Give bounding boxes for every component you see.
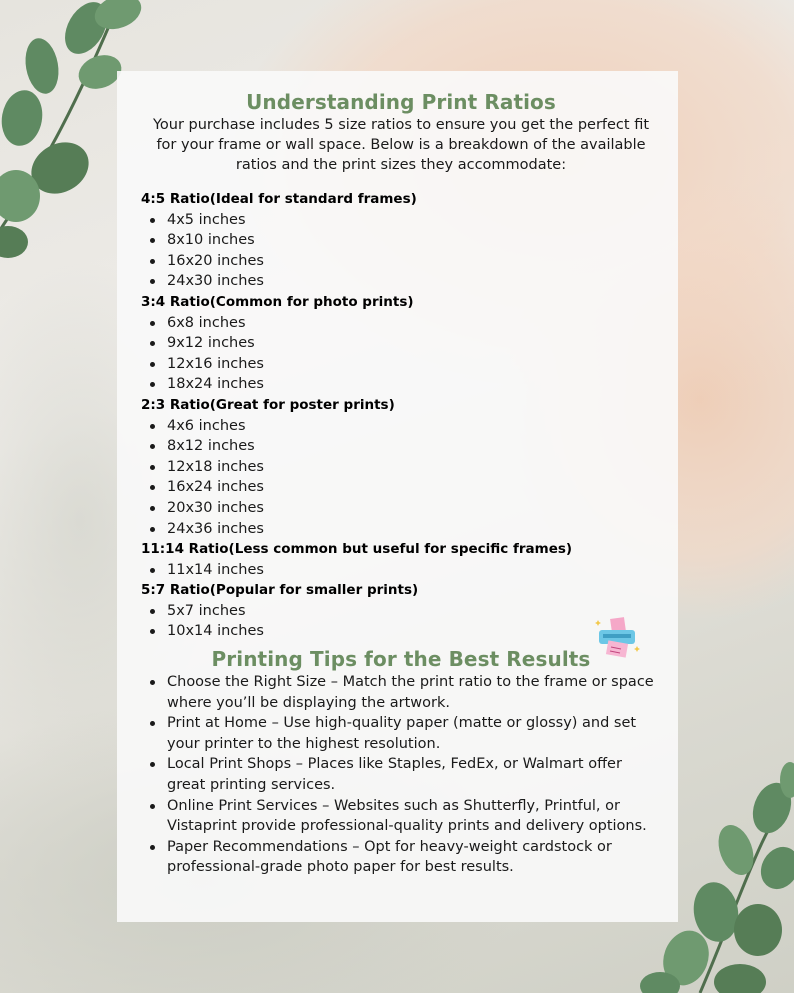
tip-item: Local Print Shops – Places like Staples, FedEx, or Walmart offer great printing services. <box>167 754 661 795</box>
size-list <box>141 313 661 395</box>
size-list <box>141 416 661 540</box>
ratio-section <box>141 539 661 580</box>
ratio-section <box>141 580 661 642</box>
ratio-name: 3:4 Ratio <box>141 293 210 310</box>
size-item: 24x36 inches <box>167 519 661 540</box>
ratio-name: 11:14 Ratio <box>141 541 229 558</box>
size-item: 9x12 inches <box>167 333 661 354</box>
size-item: 12x16 inches <box>167 354 661 375</box>
content-card <box>117 71 678 922</box>
ratio-section <box>141 292 661 395</box>
size-item: 4x6 inches <box>167 416 661 437</box>
size-list <box>141 560 661 581</box>
tip-item: Online Print Services – Websites such as Shutterfly, Printful, or Vistaprint provide professional-quality prints and delivery options. <box>167 796 661 837</box>
ratio-note: (Less common but useful for specific frames) <box>228 541 573 558</box>
size-item: 16x20 inches <box>167 251 661 272</box>
size-list <box>141 210 661 292</box>
ratio-note: (Ideal for standard frames) <box>209 191 417 207</box>
ratio-list <box>141 189 661 642</box>
ratio-section <box>141 189 661 292</box>
ratio-name: 4:5 Ratio <box>141 191 210 207</box>
tip-item: Choose the Right Size – Match the print ratio to the frame or space where you’ll be displaying the artwork. <box>167 672 661 713</box>
ratio-note: (Common for photo prints) <box>209 293 414 310</box>
tips-list <box>141 672 661 878</box>
size-item: 18x24 inches <box>167 374 661 395</box>
ratio-heading <box>141 292 661 313</box>
intro-text: Your purchase includes 5 size ratios to ensure you get the perfect fit for your frame or wall space. Below is a breakdown of the available ratios and the print sizes they accommodate: <box>152 117 650 173</box>
size-item: 8x12 inches <box>167 436 661 457</box>
size-item: 6x8 inches <box>167 313 661 334</box>
size-list <box>141 601 661 642</box>
ratio-heading <box>141 539 661 560</box>
size-item: 24x30 inches <box>167 271 661 292</box>
ratio-note: (Popular for smaller prints) <box>209 582 419 599</box>
ratio-name: 2:3 Ratio <box>141 396 210 413</box>
ratio-section <box>141 395 661 539</box>
size-item: 8x10 inches <box>167 230 661 251</box>
tip-item: Print at Home – Use high-quality paper (matte or glossy) and set your printer to the highest resolution. <box>167 713 661 754</box>
size-item: 11x14 inches <box>167 560 661 581</box>
size-item: 16x24 inches <box>167 477 661 498</box>
size-item: 10x14 inches <box>167 621 661 642</box>
size-item: 12x18 inches <box>167 457 661 478</box>
ratio-heading <box>141 580 661 601</box>
ratio-heading <box>141 395 661 416</box>
size-item: 20x30 inches <box>167 498 661 519</box>
ratio-name: 5:7 Ratio <box>141 582 210 599</box>
printer-icon <box>595 616 641 660</box>
ratio-note: (Great for poster prints) <box>209 396 395 413</box>
page-title: Understanding Print Ratios <box>246 90 556 114</box>
tips-heading-row <box>141 646 661 672</box>
tips-title: Printing Tips for the Best Results <box>211 647 591 672</box>
size-item: 5x7 inches <box>167 601 661 622</box>
card-content <box>141 89 661 878</box>
tip-item: Paper Recommendations – Opt for heavy-weight cardstock or professional-grade photo paper for best results. <box>167 837 661 878</box>
size-item: 4x5 inches <box>167 210 661 231</box>
ratio-heading <box>141 189 661 210</box>
